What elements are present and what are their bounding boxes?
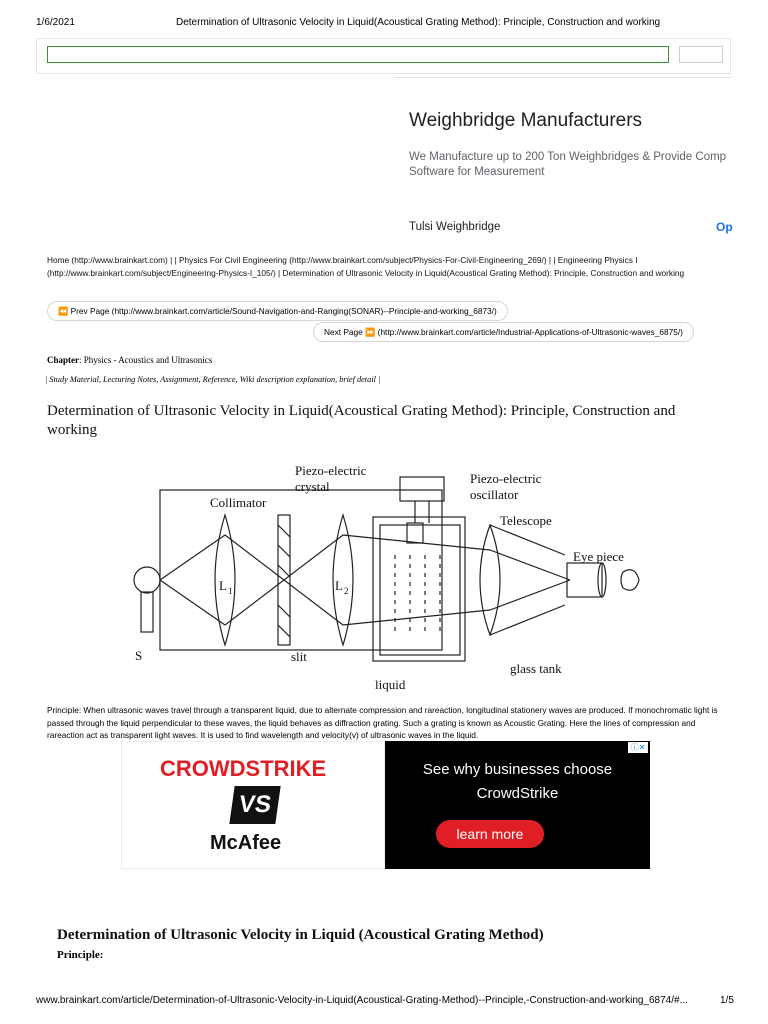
ad-right-panel[interactable] — [385, 741, 650, 869]
label-source: S — [135, 648, 143, 663]
label-liquid: liquid — [375, 677, 406, 692]
eye-piece — [567, 563, 602, 597]
acoustic-grating-diagram — [125, 455, 645, 695]
ad-title[interactable]: Weighbridge Manufacturers — [409, 110, 643, 131]
ad-divider — [395, 77, 731, 78]
ad-open-button[interactable]: Op — [716, 220, 733, 234]
chapter-value: : Physics - Acoustics and Ultrasonics — [79, 355, 213, 365]
ad-advertiser: Tulsi Weighbridge — [409, 221, 501, 233]
ad-description-line2: Software for Measurement — [409, 166, 545, 178]
eye-icon — [621, 570, 639, 590]
vs-badge: VS — [229, 786, 280, 824]
next-page-button[interactable]: Next Page ⏩ (http://www.brainkart.com/article/Industrial-Applications-of-Ultrasonic-waves_6875/) — [313, 322, 694, 342]
chapter-line — [47, 355, 212, 365]
tag-line: | Study Material, Lecturing Notes, Assignment, Reference, Wiki description explanation, brief detail | — [45, 375, 381, 384]
label-collimator: Collimator — [210, 495, 267, 510]
label-l1-sub: 1 — [228, 586, 233, 596]
label-piezo-crystal-1: Piezo-electric — [295, 463, 367, 478]
label-eye-piece: Eye piece — [573, 549, 624, 564]
section-subtitle: Principle: — [57, 949, 104, 961]
principle-paragraph: Principle: When ultrasonic waves travel through a transparent liquid, due to alternate compression and rareaction, longitudinal stationery waves are produced. If monochromatic light is passed through the liquid perpendicular to these waves, the liquid behaves as diffraction grating. Such a grating is known as Acoustic Grating. Here the lines of compression and rareaction act as transparent light waves. It is used to find wavelength and velocity(v) of ultrasonic waves in the liquid. — [47, 705, 718, 740]
label-l1: L — [219, 578, 227, 593]
display-ad[interactable] — [121, 741, 650, 869]
mcafee-logo: McAfee — [210, 832, 282, 854]
print-date: 1/6/2021 — [36, 17, 75, 28]
ad-left-panel[interactable] — [121, 741, 385, 869]
label-l2: L — [335, 578, 343, 593]
ad-description-line1: We Manufacture up to 200 Ton Weighbridges & Provide Comp — [409, 151, 727, 163]
ad-headline-1: See why businesses choose — [422, 761, 613, 778]
section-title: Determination of Ultrasonic Velocity in Liquid (Acoustical Grating Method) — [57, 927, 544, 943]
label-telescope: Telescope — [500, 513, 552, 528]
prev-page-button[interactable]: ⏪ Prev Page (http://www.brainkart.com/article/Sound-Navigation-and-Ranging(SONAR)--Principle-and-working_6873/) — [47, 301, 508, 321]
crowdstrike-logo: CROWDSTRIKE — [160, 756, 327, 781]
piezo-oscillator — [400, 477, 444, 501]
label-l2-sub: 2 — [344, 586, 349, 596]
piezo-crystal — [407, 523, 423, 543]
collimator-frame — [160, 490, 442, 650]
chapter-label: Chapter — [47, 355, 79, 365]
print-page-title: Determination of Ultrasonic Velocity in Liquid(Acoustical Grating Method): Principle, Construction and working — [176, 17, 661, 28]
telescope-lens — [480, 525, 500, 635]
label-piezo-osc-1: Piezo-electric — [470, 471, 542, 486]
label-piezo-osc-2: oscillator — [470, 487, 519, 502]
glass-tank — [373, 517, 465, 661]
ad-headline-2: CrowdStrike — [476, 785, 559, 802]
ad-description — [409, 150, 739, 180]
footer-url: www.brainkart.com/article/Determination-of-Ultrasonic-Velocity-in-Liquid(Acoustical-Grating-Method)--Principle,-Construction-and-working_6874/#... — [36, 995, 688, 1006]
label-glass-tank: glass tank — [510, 661, 562, 676]
page-title: Determination of Ultrasonic Velocity in Liquid(Acoustical Grating Method): Principle, Construction and working — [47, 403, 676, 438]
learn-more-button[interactable]: learn more — [436, 820, 544, 848]
adchoices-icon[interactable]: ⓘ✕ — [628, 742, 648, 753]
search-button[interactable] — [679, 46, 723, 63]
label-slit: slit — [291, 649, 307, 664]
breadcrumb[interactable]: Home (http://www.brainkart.com) | | Physics For Civil Engineering (http://www.brainkart.com/subject/Physics-For-Civil-Engineering_269/) | | Engineering Physics I (http://www.brainkart.com/subject/Engineering-Physics-I_105/) | Determination of Ultrasonic Velocity in Liquid(Acoustical Grating Method): Principle, Construction and working — [47, 255, 685, 278]
light-source — [134, 567, 160, 593]
label-piezo-crystal-2: crystal — [295, 479, 330, 494]
footer-page-number: 1/5 — [720, 995, 734, 1006]
search-input[interactable] — [47, 46, 669, 63]
